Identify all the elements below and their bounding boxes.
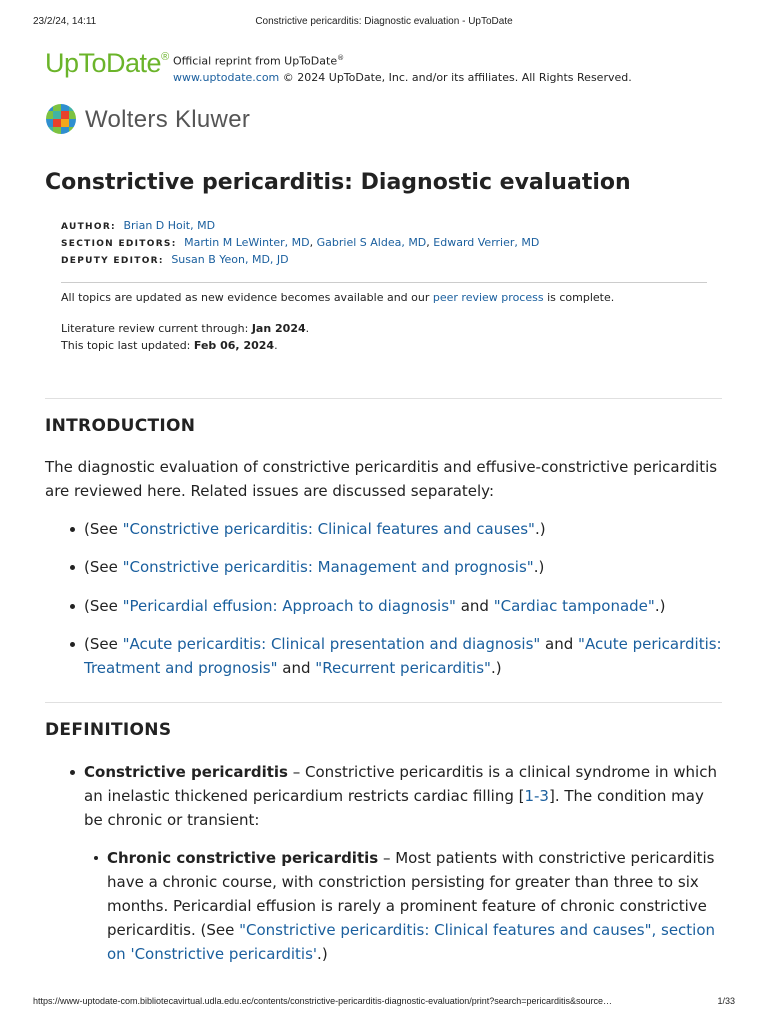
author-label: AUTHOR: [61,222,116,232]
reference-link[interactable]: 1-3 [524,787,549,805]
introduction-heading: INTRODUCTION [45,416,196,436]
notice-text-end: is complete. [543,291,615,304]
close-text: .) [534,520,546,538]
section-divider [45,398,722,399]
close-text: .) [490,659,502,677]
publisher-name: Wolters Kluwer [85,106,251,133]
list-item [84,555,724,579]
reprint-line: Official reprint from UpToDate [173,54,338,68]
article-title: Constrictive pericarditis: Diagnostic evaluation [45,170,631,195]
sub-definition-item [107,846,724,966]
topic-link[interactable]: "Pericardial effusion: Approach to diagnosis" [122,597,456,615]
topic-link[interactable]: "Constrictive pericarditis: Clinical features and causes" [122,520,535,538]
last-updated-date: Feb 06, 2024 [193,339,275,352]
peer-review-link[interactable]: peer review process [432,291,544,304]
uptodate-logo[interactable] [45,48,169,79]
deputy-editor-link[interactable]: Susan B Yeon, MD, JD [171,253,289,266]
section-editor-link[interactable]: Gabriel S Aldea, MD [316,236,427,249]
notice-text: All topics are updated as new evidence becomes available and our [61,291,433,304]
deputy-editor-label: DEPUTY EDITOR: [61,256,164,266]
definition-item [84,760,724,832]
last-updated-label: This topic last updated: [61,339,194,352]
update-notice [61,290,614,306]
close-text: .) [533,558,545,576]
and-text: and [540,635,579,653]
lit-review-date: Jan 2024 [251,322,306,335]
definition-term: Chronic constrictive pericarditis [107,849,379,867]
list-item [84,594,724,618]
see-text: (See [84,520,123,538]
see-text: (See [84,558,123,576]
article-contributors [61,218,539,269]
section-editor-link[interactable]: Edward Verrier, MD [433,236,540,249]
topic-link[interactable]: "Constrictive pericarditis: Clinical features and causes", section on 'Constrictive pericarditis' [107,921,716,963]
section-editors-label: SECTION EDITORS: [61,239,177,249]
topic-link[interactable]: "Acute pericarditis: Clinical presentation and diagnosis" [122,635,541,653]
print-page-title: Constrictive pericarditis: Diagnostic evaluation - UpToDate [255,16,513,27]
wolters-kluwer-globe-icon [45,103,77,135]
and-text: and [277,659,316,677]
see-text: (See [84,597,123,615]
section-divider [45,702,722,703]
close-text: .) [317,945,328,963]
reprint-notice [173,50,632,86]
topic-link[interactable]: "Cardiac tamponade" [493,597,655,615]
topic-link[interactable]: "Recurrent pericarditis" [315,659,491,677]
print-url: https://www-uptodate-com.bibliotecavirtual.udla.edu.ec/contents/constrictive-pericarditis-diagnostic-evaluation/print?search=pericarditis&source… [33,996,613,1006]
definition-text-end: ]. The condition may be chronic or transient: [84,787,704,829]
uptodate-site-link[interactable]: www.uptodate.com [173,70,280,84]
author-link[interactable]: Brian D Hoit, MD [123,219,216,232]
definition-text: – Most patients with constrictive pericarditis have a chronic course, with constriction persisting for greater than three to six months. Pericardial effusion is rarely a prominent feature of chronic constrictive pericarditis. (See [107,849,715,939]
brand-row [45,48,723,88]
divider [61,282,707,283]
section-editor-link[interactable]: Martin M LeWinter, MD [184,236,310,249]
topic-link[interactable]: "Acute pericarditis: Treatment and prognosis" [84,635,722,677]
reprint-registered-mark: ® [337,54,345,62]
list-item [84,632,724,680]
uptodate-logo-text: UpToDate [45,48,162,78]
registered-mark: ® [161,51,169,63]
page-number: 1/33 [717,996,735,1006]
list-item [84,517,724,541]
introduction-text: The diagnostic evaluation of constrictive pericarditis and effusive-constrictive pericarditis are reviewed here. Related issues are discussed separately: [45,458,718,500]
print-date: 23/2/24, 14:11 [33,16,97,27]
topic-link[interactable]: "Constrictive pericarditis: Management and prognosis" [122,558,534,576]
see-text: (See [84,635,123,653]
definition-term: Constrictive pericarditis [84,763,288,781]
close-text: .) [654,597,666,615]
copyright-text: © 2024 UpToDate, Inc. and/or its affiliates. All Rights Reserved. [279,70,632,84]
review-dates: Literature review current through: Jan 2024. This topic last updated: Feb 06, 2024. [61,322,310,352]
author-line [61,218,539,235]
and-text: and [455,597,494,615]
definition-text: – Constrictive pericarditis is a clinical syndrome in which an inelastic thickened pericardium restricts cardiac filling [ [84,763,717,805]
deputy-editor-line [61,252,539,269]
section-editors-line: SECTION EDITORS: Martin M LeWinter, MD, Gabriel S Aldea, MD, Edward Verrier, MD [61,236,540,249]
lit-review-label: Literature review current through: [61,322,252,335]
definitions-heading: DEFINITIONS [45,720,172,740]
